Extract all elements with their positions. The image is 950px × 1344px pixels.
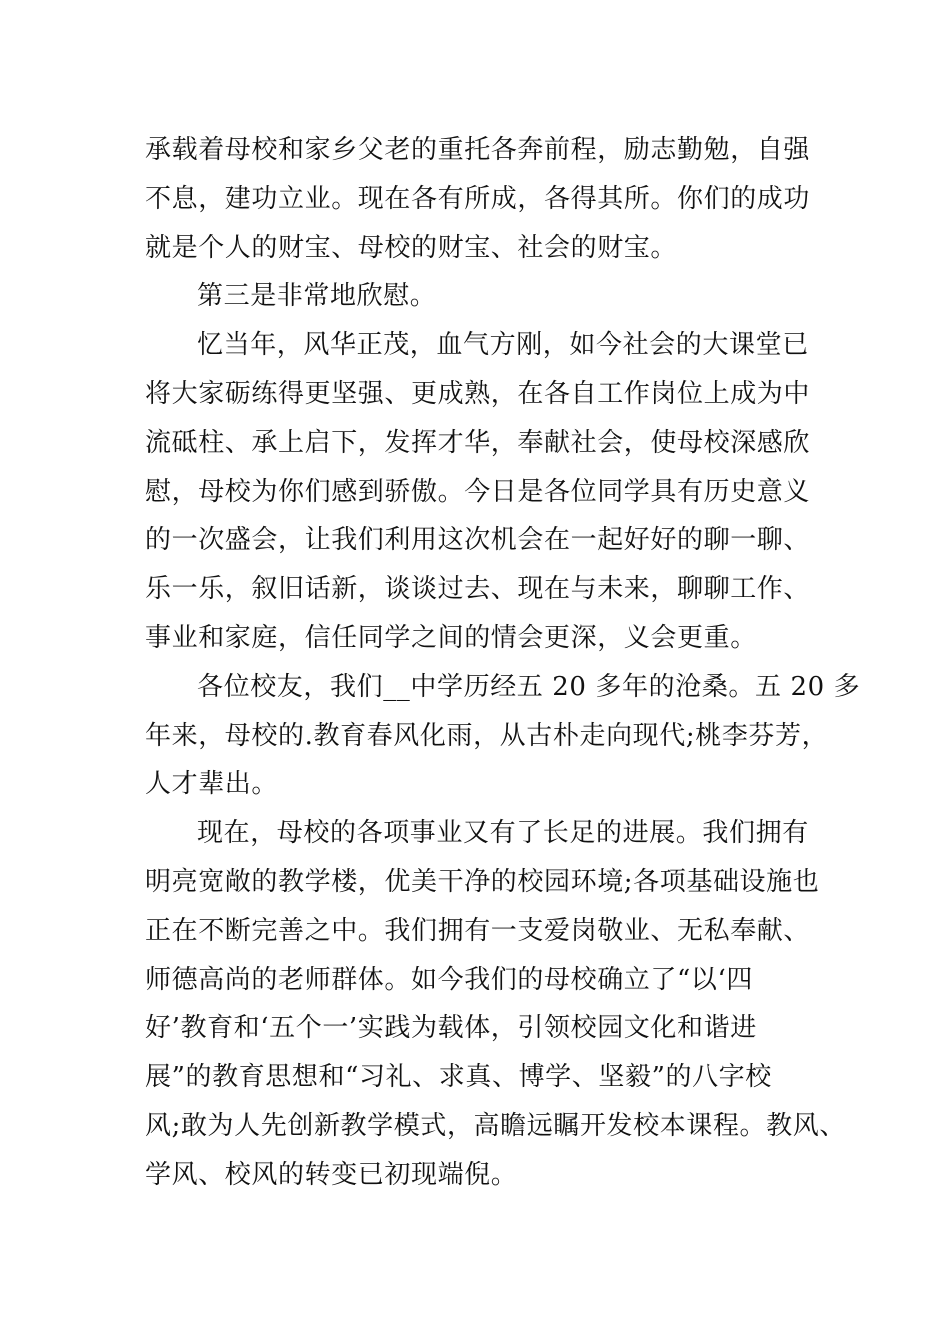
paragraph <box>145 126 835 272</box>
text-line: 好’教育和‘五个一’实践为载体，引领校园文化和谐进 <box>145 1013 757 1044</box>
text-line: 风;敢为人先创新教学模式，高瞻远瞩开发校本课程。教风、 <box>145 1110 846 1141</box>
document-body <box>145 126 861 1200</box>
text-line: 承载着母校和家乡父老的重托各奔前程，励志勤勉，自强 <box>145 135 811 165</box>
text-line: 正在不断完善之中。我们拥有一支爱岗敬业、无私奉献、 <box>145 915 811 946</box>
text-line: 事业和家庭，信任同学之间的情会更深，义会更重。 <box>145 622 757 653</box>
text-line: 将大家砺练得更坚强、更成熟，在各自工作岗位上成为中 <box>145 378 811 409</box>
text-line: 师德高尚的老师群体。如今我们的母校确立了“以‘四 <box>145 964 753 995</box>
text-line: 乐一乐，叙旧话新，谈谈过去、现在与未来，聊聊工作、 <box>145 574 811 605</box>
paragraph <box>145 272 835 321</box>
text-line: 第三是非常地欣慰。 <box>197 281 437 312</box>
text-line: 的一次盛会，让我们利用这次机会在一起好好的聊一聊、 <box>145 525 811 556</box>
text-line: 忆当年，风华正茂，血气方刚，如今社会的大课堂已 <box>197 330 809 361</box>
text-line: 流砥柱、承上启下，发挥才华，奉献社会，使母校深感欣 <box>145 427 811 458</box>
text-line: 展”的教育思想和“习礼、求真、博学、坚毅”的八字校 <box>145 1062 772 1093</box>
text-line: 就是个人的财宝、母校的财宝、社会的财宝。 <box>145 232 678 263</box>
text-line: 不息，建功立业。现在各有所成，各得其所。你们的成功 <box>145 183 811 214</box>
text-line: 明亮宽敞的教学楼，优美干净的校园环境;各项基础设施也 <box>145 866 820 897</box>
paragraph <box>145 809 846 1199</box>
text-line: 现在，母校的各项事业又有了长足的进展。我们拥有 <box>197 818 809 849</box>
text-line: 人才辈出。 <box>145 769 279 800</box>
paragraph <box>145 321 835 663</box>
text-line: 学风、校风的转变已初现端倪。 <box>145 1159 518 1190</box>
text-line: 各位校友，我们__中学历经五 20 多年的沧桑。五 20 多 <box>197 671 861 702</box>
text-line: 慰，母校为你们感到骄傲。今日是各位同学具有历史意义 <box>145 476 811 507</box>
paragraph <box>145 663 861 809</box>
text-line: 年来，母校的.教育春风化雨，从古朴走向现代;桃李芬芳， <box>145 720 829 751</box>
